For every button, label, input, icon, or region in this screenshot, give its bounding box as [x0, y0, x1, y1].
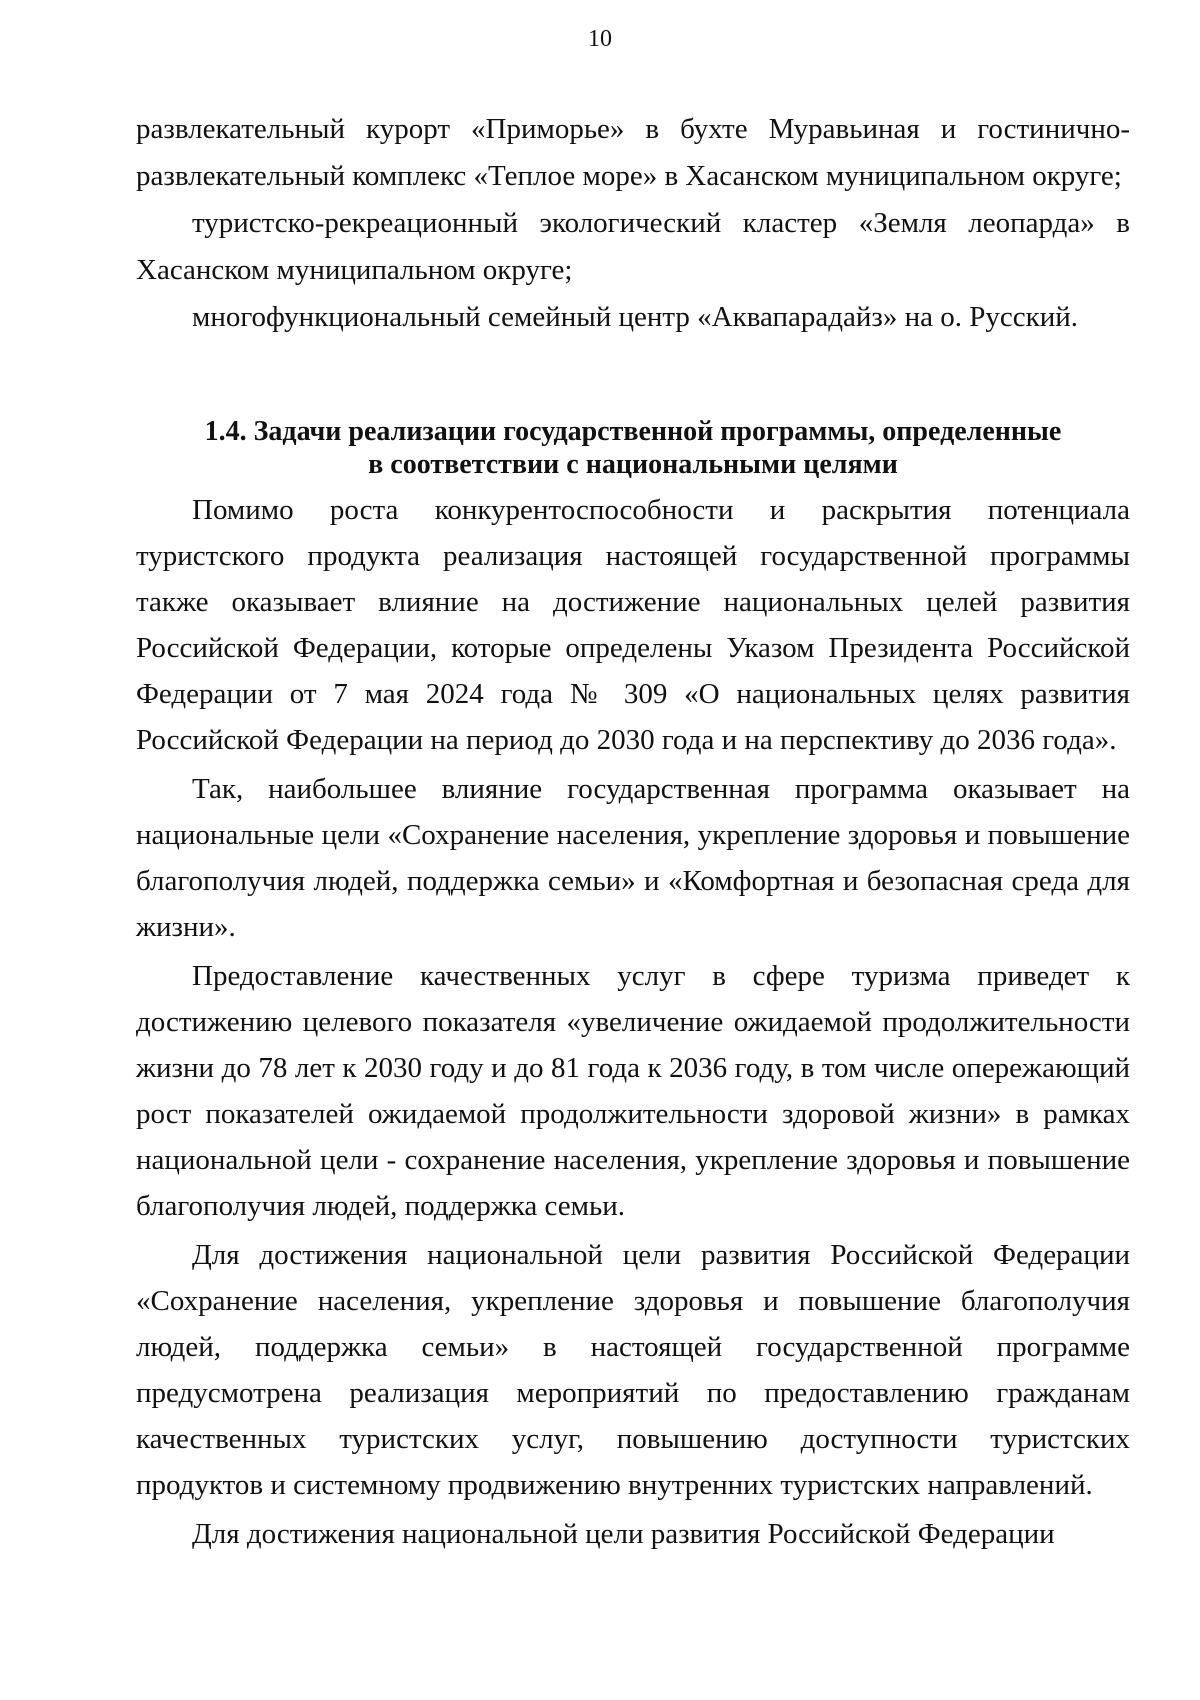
section-paragraph-1: Помимо роста конкурентоспособности и раскрытия потенциала туристского продукта реализация настоящей государственной программы также оказывает влияние на достижение национальных целей развития Российской Федерации, которые определены Указом Президента Российской Федерации от 7 мая 2024 года № 309 «О национальных целях развития Российской Федерации на период до 2030 года и на перспективу до 2036 года».	[136, 494, 1130, 756]
section-body	[136, 487, 1130, 1557]
document-body	[136, 106, 1130, 1557]
intro-paragraph-3: многофункциональный семейный центр «Аквапарадайз» на о. Русский.	[192, 301, 1079, 333]
section-paragraph-5: Для достижения национальной цели развития Российской Федерации	[192, 1518, 1055, 1550]
section-paragraph-3: Предоставление качественных услуг в сфере туризма приведет к достижению целевого показателя «увеличение ожидаемой продолжительности жизни до 78 лет к 2030 году и до 81 года к 2036 году, в том числе опережающий рост показателей ожидаемой продолжительности здоровой жизни» в рамках национальной цели - сохранение населения, укрепление здоровья и повышение благополучия людей, поддержка семьи.	[136, 960, 1130, 1222]
section-heading-line-2: в соответствии с национальными целями	[368, 449, 898, 480]
intro-paragraph-1: развлекательный курорт «Приморье» в бухте Муравьиная и гостинично-развлекательный комплекс «Теплое море» в Хасанском муниципальном округе;	[136, 113, 1130, 192]
page-number: 10	[588, 26, 612, 52]
section-heading	[136, 415, 1130, 481]
section-paragraph-2: Так, наибольшее влияние государственная программа оказывает на национальные цели «Сохранение населения, укрепление здоровья и повышение благополучия людей, поддержка семьи» и «Комфортная и безопасная среда для жизни».	[136, 773, 1130, 943]
section-heading-line-1: 1.4. Задачи реализации государственной программы, определенные	[204, 416, 1062, 447]
section-paragraph-4: Для достижения национальной цели развития Российской Федерации «Сохранение населения, укрепление здоровья и повышение благополучия людей, поддержка семьи» в настоящей государственной программе предусмотрена реализация мероприятий по предоставлению гражданам качественных туристских услуг, повышению доступности туристских продуктов и системному продвижению внутренних туристских направлений.	[136, 1239, 1130, 1501]
intro-paragraph-2: туристско-рекреационный экологический кластер «Земля леопарда» в Хасанском муниципальном округе;	[136, 207, 1130, 286]
